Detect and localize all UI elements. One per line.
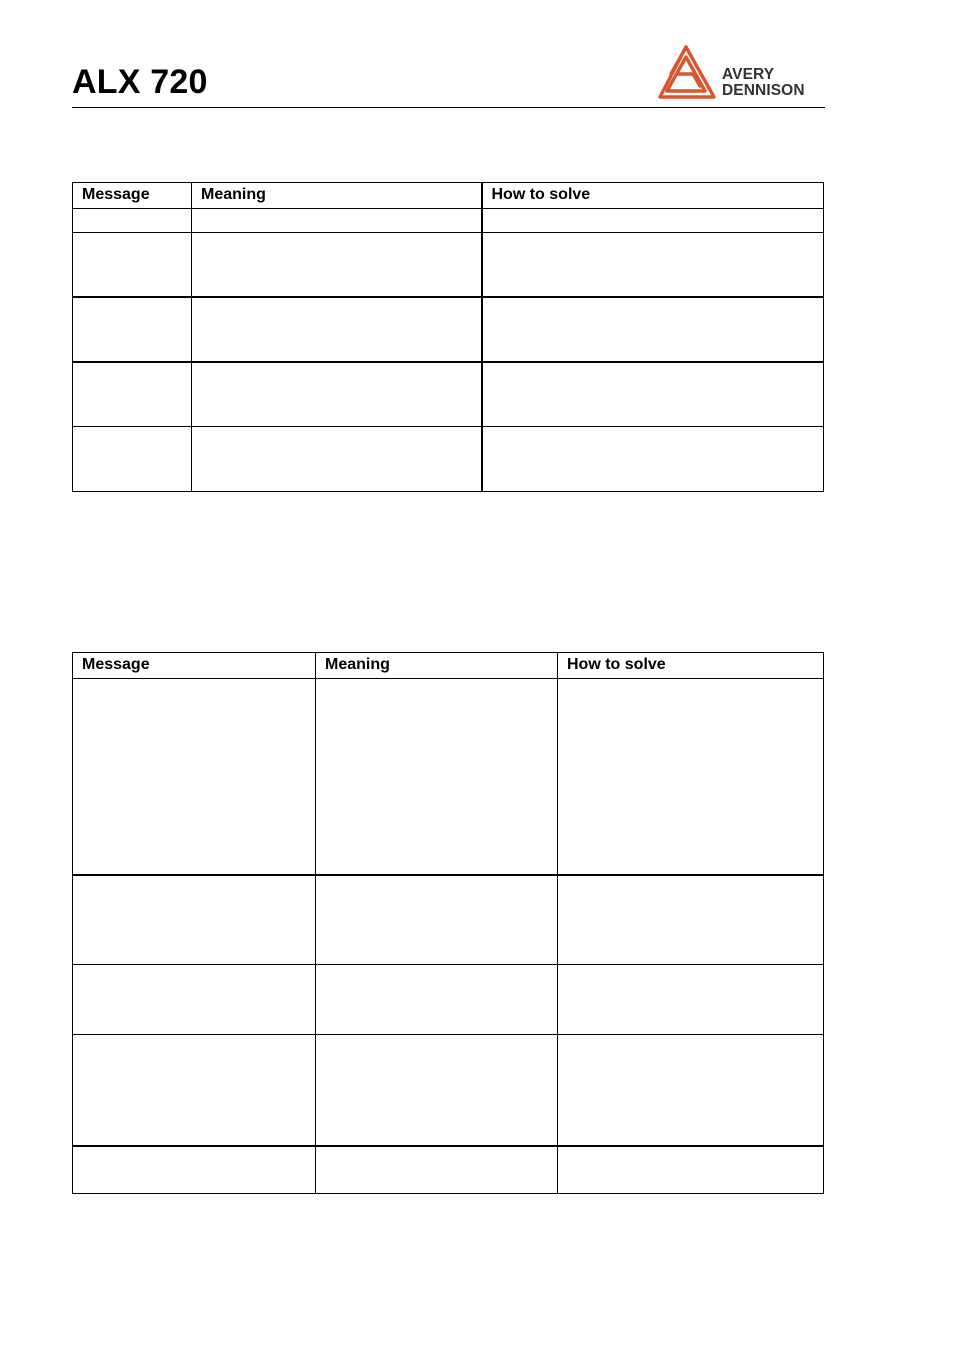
- logo-wordmark: [722, 67, 805, 98]
- table-cell: [73, 427, 192, 492]
- table-row: [73, 297, 824, 362]
- table-cell: [558, 1146, 824, 1194]
- logo-line-2: DENNISON: [722, 81, 805, 99]
- table-cell: [73, 1146, 316, 1194]
- table-cell: [558, 1035, 824, 1146]
- table-cell: [192, 297, 482, 362]
- message-table-1: [72, 182, 824, 492]
- table-cell: [482, 209, 824, 233]
- table-row: [73, 209, 824, 233]
- logo-line-1: AVERY: [722, 66, 775, 83]
- table-cell: [192, 427, 482, 492]
- column-header-how-to-solve: How to solve: [482, 183, 824, 209]
- column-header-meaning: Meaning: [316, 653, 558, 679]
- table-cell: [482, 297, 824, 362]
- table-header-row: [73, 183, 824, 209]
- document-title: ALX 720: [72, 63, 208, 101]
- table-cell: [316, 1146, 558, 1194]
- table-row: [73, 233, 824, 297]
- table-cell: [482, 362, 824, 427]
- table-row: [73, 1035, 824, 1146]
- table-cell: [558, 965, 824, 1035]
- column-header-meaning: Meaning: [192, 183, 482, 209]
- message-table-2: [72, 652, 824, 1194]
- column-header-message: Message: [73, 653, 316, 679]
- table-cell: [316, 1035, 558, 1146]
- table-cell: [192, 233, 482, 297]
- table-cell: [73, 679, 316, 875]
- table-cell: [482, 233, 824, 297]
- table-cell: [192, 209, 482, 233]
- table-cell: [73, 1035, 316, 1146]
- header-divider: [72, 107, 825, 108]
- table-cell: [73, 362, 192, 427]
- table-cell: [558, 875, 824, 965]
- table-cell: [192, 362, 482, 427]
- column-header-how-to-solve: How to solve: [558, 653, 824, 679]
- column-header-message: Message: [73, 183, 192, 209]
- avery-triangle-icon: [656, 44, 718, 102]
- table-row: [73, 965, 824, 1035]
- table-cell: [482, 427, 824, 492]
- table-cell: [316, 679, 558, 875]
- table-header-row: [73, 653, 824, 679]
- table-cell: [73, 297, 192, 362]
- avery-dennison-logo: [656, 44, 826, 102]
- table-cell: [316, 875, 558, 965]
- table-cell: [73, 875, 316, 965]
- table-cell: [73, 209, 192, 233]
- table-row: [73, 362, 824, 427]
- table-row: [73, 679, 824, 875]
- table-cell: [73, 965, 316, 1035]
- table-row: [73, 427, 824, 492]
- table-cell: [316, 965, 558, 1035]
- table-cell: [558, 679, 824, 875]
- table-row: [73, 1146, 824, 1194]
- table-cell: [73, 233, 192, 297]
- table-row: [73, 875, 824, 965]
